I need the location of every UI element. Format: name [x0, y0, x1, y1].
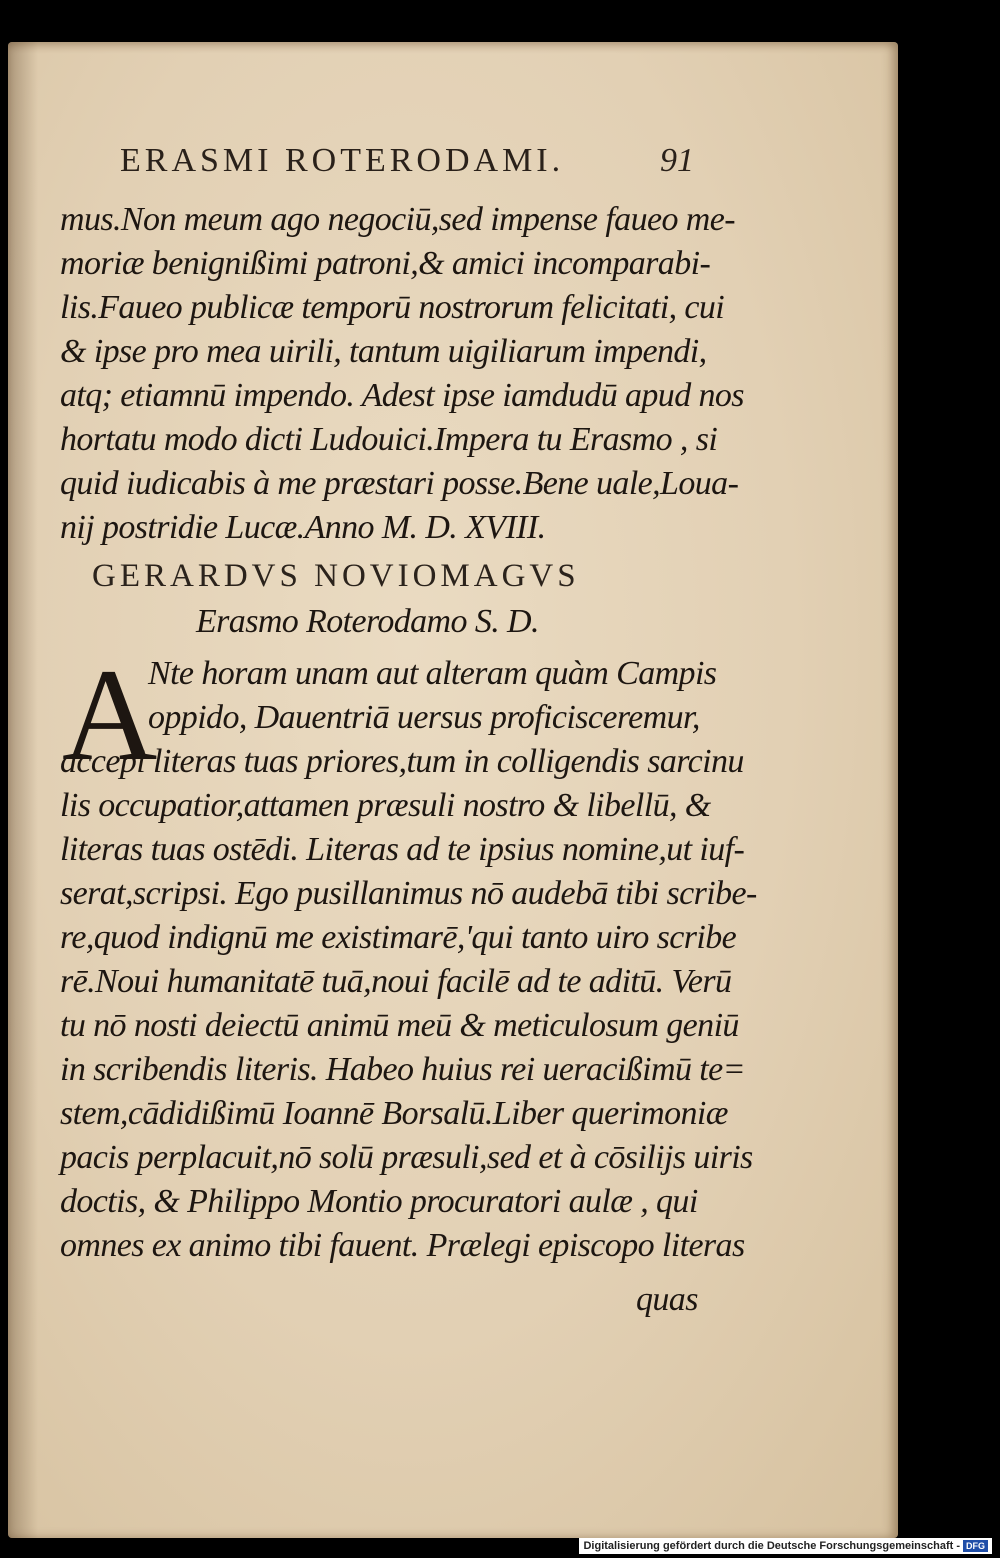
text-line: & ipse pro mea uirili, tantum uigiliarum impendi,	[60, 333, 707, 370]
decorated-initial: A	[62, 641, 158, 788]
text-line: stem,cādidißimū Ioannē Borsalū.Liber querimoniæ	[60, 1095, 728, 1132]
funding-note: Digitalisierung gefördert durch die Deutsche Forschungsgemeinschaft -	[583, 1540, 960, 1552]
text-line: oppido, Dauentriā uersus proficisceremur,	[148, 699, 700, 736]
running-title: ERASMI ROTERODAMI.	[120, 142, 565, 179]
text-line: moriæ benignißimi patroni,& amici incomparabi-	[60, 245, 711, 282]
text-line: tu nō nosti deiectū animū meū & meticulosum geniū	[60, 1007, 739, 1044]
text-line: mus.Non meum ago negociū,sed impense faueo me-	[60, 201, 735, 238]
text-line: rē.Noui humanitatē tuā,noui facilē ad te aditū. Verū	[60, 963, 732, 1000]
letter-heading: GERARDVS NOVIOMAGVS	[92, 558, 580, 594]
funding-footer	[579, 1538, 992, 1554]
text-line: lis.Faueo publicæ temporū nostrorum felicitati, cui	[60, 289, 725, 326]
text-line: pacis perplacuit,nō solū præsuli,sed et à cōsilijs uiris	[60, 1139, 753, 1176]
text-line: accepi literas tuas priores,tum in colligendis sarcinu	[60, 743, 744, 780]
text-line: lis occupatior,attamen præsuli nostro & libellū, &	[60, 787, 711, 824]
text-line: quid iudicabis à me præstari posse.Bene uale,Loua-	[60, 465, 739, 502]
text-line: re,quod indignū me existimarē,'qui tanto uiro scribe	[60, 919, 737, 956]
text-line: atq; etiamnū impendo. Adest ipse iamdudū apud nos	[60, 377, 744, 414]
text-line: literas tuas ostēdi. Literas ad te ipsius nomine,ut iuf-	[60, 831, 745, 868]
dfg-logo: DFG	[963, 1540, 988, 1552]
text-line: omnes ex animo tibi fauent. Prælegi episcopo literas	[60, 1227, 745, 1264]
text-line: hortatu modo dicti Ludouici.Impera tu Erasmo , si	[60, 421, 718, 458]
book-page	[8, 42, 898, 1538]
text-line: nij postridie Lucæ.Anno M. D. XVIII.	[60, 509, 546, 546]
text-line: in scribendis literis. Habeo huius rei ueracißimū te=	[60, 1051, 745, 1088]
text-line: Nte horam unam aut alteram quàm Campis	[148, 655, 717, 692]
page-gutter-shadow	[8, 42, 38, 1538]
catchword: quas	[636, 1281, 698, 1318]
salutation: Erasmo Roterodamo S. D.	[196, 603, 539, 640]
page-number: 91	[660, 142, 694, 179]
text-line: doctis, & Philippo Montio procuratori aulæ , qui	[60, 1183, 698, 1220]
text-line: serat,scripsi. Ego pusillanimus nō audebā tibi scribe-	[60, 875, 757, 912]
